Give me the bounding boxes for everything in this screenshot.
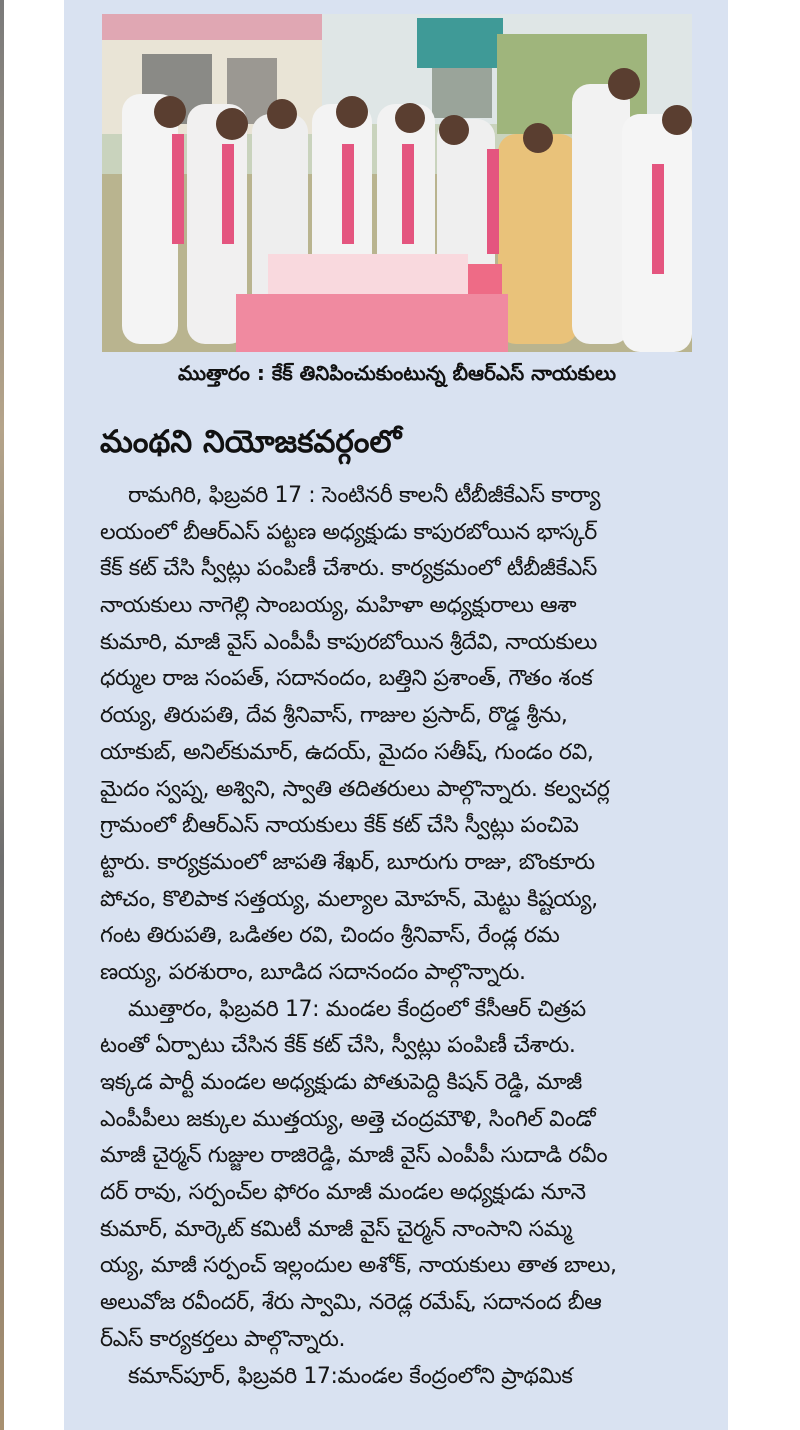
article-line: మాజీ చైర్మన్ గుజ్జుల రాజిరెడ్డి, మాజీ వైస్ ఎంపీపీ సుదాడి రవీం	[100, 1143, 608, 1169]
photo-caption: ముత్తారం : కేక్ తినిపించుకుంటున్న బీఆర్ఎస్ నాయకులు	[177, 361, 617, 385]
article-line: నాయకులు నాగెల్లి సాంబయ్య, మహిళా అధ్యక్షురాలు ఆశా	[100, 593, 577, 619]
article-line: ఎంపీపీలు జక్కుల ముత్తయ్య, అత్తె చంద్రమౌళి, సింగిల్ విండో	[100, 1106, 596, 1132]
article-line: కేక్ కట్ చేసి స్వీట్లు పంపిణీ చేశారు. కార్యక్రమంలో టీబీజీకేఎస్	[100, 556, 597, 582]
article-line: కుమారి, మాజీ వైస్ ఎంపీపీ కాపురబోయిన శ్రీదేవి, నాయకులు	[100, 629, 597, 655]
article-line: ట్టారు. కార్యక్రమంలో జాపతి శేఖర్, బూరుగు రాజు, బొంకూరు	[100, 849, 595, 875]
article-line: రయ్య, తిరుపతి, దేవ శ్రీనివాస్, గాజుల ప్రసాద్, రొడ్డ శ్రీను,	[100, 703, 568, 729]
article-line: టంతో ఏర్పాటు చేసిన కేక్ కట్ చేసి, స్వీట్లు పంపిణీ చేశారు.	[100, 1033, 576, 1059]
page-edge-strip	[0, 0, 4, 1430]
article-line: య్య, మాజీ సర్పంచ్ ఇల్లందుల అశోక్, నాయకులు తాత బాలు,	[100, 1253, 617, 1279]
news-photo	[102, 14, 692, 352]
article-line: గంట తిరుపతి, ఒడితల రవి, చిందం శ్రీనివాస్, రేండ్ల రమ	[100, 923, 560, 949]
article-line: లయంలో బీఆర్ఎస్ పట్టణ అధ్యక్షుడు కాపురబోయిన భాస్కర్	[100, 519, 597, 545]
article-line: మైదం స్వప్న, అశ్విని, స్వాతి తదితరులు పాల్గొన్నారు. కల్వచర్ల	[100, 776, 610, 802]
article-line: ముత్తారం, ఫిబ్రవరి 17: మండల కేంద్రంలో కేసీఆర్ చిత్రప	[128, 996, 586, 1022]
article-line: కుమార్, మార్కెట్ కమిటీ మాజీ వైస్ చైర్మన్ నాంసాని సమ్మ	[100, 1216, 572, 1242]
article-headline: మంథని నియోజకవర్గంలో	[100, 424, 402, 460]
article-line: రామగిరి, ఫిబ్రవరి 17 : సెంటినరీ కాలనీ టీబీజీకేఎస్ కార్యా	[128, 483, 601, 508]
article-line: ఇక్కడ పార్టీ మండల అధ్యక్షుడు పోతుపెద్ది కిషన్ రెడ్డి, మాజీ	[100, 1070, 582, 1095]
article-line: ర్ఎస్ కార్యకర్తలు పాల్గొన్నారు.	[100, 1326, 346, 1352]
article-line: గ్రామంలో బీఆర్ఎస్ నాయకులు కేక్ కట్ చేసి స్వీట్లు పంచిపె	[100, 813, 579, 839]
article-body	[100, 478, 698, 1430]
article-line: పోచం, కొలిపాక సత్తయ్య, మల్యాల మోహన్, మెట్టు కిష్టయ్య,	[100, 886, 598, 912]
article-line: దర్ రావు, సర్పంచ్‌ల ఫోరం మాజీ మండల అధ్యక్షుడు నూనె	[100, 1180, 586, 1206]
article-line: ణయ్య, పరశురాం, బూడిద సదానందం పాల్గొన్నారు.	[100, 959, 526, 985]
article-line: ధర్ముల రాజ సంపత్, సదానందం, బత్తిని ప్రశాంత్, గౌతం శంక	[100, 666, 593, 692]
article-line: అలువోజ రవీందర్, శేరు స్వామి, నరెడ్ల రమేష్, సదానంద బీఆ	[100, 1290, 602, 1316]
article-line: కమాన్‌పూర్, ఫిబ్రవరి 17:మండల కేంద్రంలోని ప్రాథమిక	[128, 1363, 573, 1389]
article-line: యాకుబ్, అనిల్‌కుమార్, ఉదయ్, మైదం సతీష్, గుండం రవి,	[100, 739, 594, 765]
